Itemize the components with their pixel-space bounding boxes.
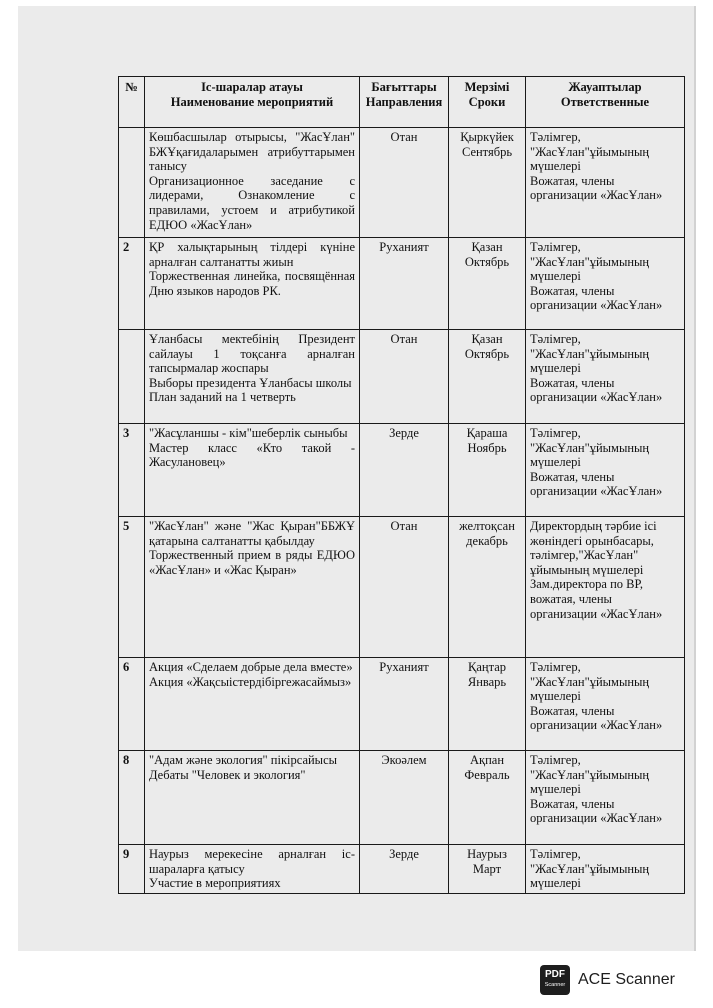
event-name-cell: "ЖасҰлан" және "Жас Қыран"ББЖҰ қатарына салтанатты қабылдау Торжественный прием в ряды ЕДЮО «ЖасҰлан» и «Жас Қыран» xyxy=(145,517,360,658)
responsible-cell: Тәлімгер, "ЖасҰлан"ұйымының мүшелері Вожатая, члены организации «ЖасҰлан» xyxy=(526,238,685,330)
direction-cell: Экоәлем xyxy=(360,751,449,845)
table-row xyxy=(119,424,685,517)
date-cell: Қаңтар Январь xyxy=(449,658,526,751)
events-plan-table xyxy=(118,76,685,894)
date-cell: Қараша Ноябрь xyxy=(449,424,526,517)
direction-cell: Руханият xyxy=(360,238,449,330)
scanner-watermark xyxy=(540,965,710,999)
event-name-cell: Ұланбасы мектебінің Президент сайлауы 1 тоқсанға арналған тапсырмалар жоспары Выборы президента Ұланбасы школы План заданий на 1 четверть xyxy=(145,330,360,424)
row-number xyxy=(119,330,145,424)
row-number: 9 xyxy=(119,845,145,894)
event-name-cell: ҚР халықтарының тілдері күніне арналған салтанатты жиын Торжественная линейка, посвящённая Дню языков народов РК. xyxy=(145,238,360,330)
table-row xyxy=(119,658,685,751)
row-number xyxy=(119,128,145,238)
row-number: 5 xyxy=(119,517,145,658)
row-number: 2 xyxy=(119,238,145,330)
table-row xyxy=(119,238,685,330)
event-name-cell: "Жасұланшы - кім"шеберлік сыныбы Мастер класс «Кто такой - Жасулановец» xyxy=(145,424,360,517)
header-date: Мерзімі Сроки xyxy=(449,77,526,128)
table-header-row xyxy=(119,77,685,128)
direction-cell: Зерде xyxy=(360,424,449,517)
table-row xyxy=(119,330,685,424)
date-cell: Қазан Октябрь xyxy=(449,238,526,330)
responsible-cell: Тәлімгер, "ЖасҰлан"ұйымының мүшелері xyxy=(526,845,685,894)
table-row xyxy=(119,845,685,894)
header-number: № xyxy=(119,77,145,128)
plan-table-container xyxy=(118,76,685,894)
responsible-cell: Директордың тәрбие ісі жөніндегі орынбасары, тәлімгер,"ЖасҰлан" ұйымының мүшелері Зам.директора по ВР, вожатая, члены организации «ЖасҰлан» xyxy=(526,517,685,658)
date-cell: желтоқсан декабрь xyxy=(449,517,526,658)
responsible-cell: Тәлімгер, "ЖасҰлан"ұйымының мүшелері Вожатая, члены организации «ЖасҰлан» xyxy=(526,330,685,424)
row-number: 3 xyxy=(119,424,145,517)
header-direction: Бағыттары Направления xyxy=(360,77,449,128)
event-name-cell: Наурыз мерекесіне арналған іс-шараларға қатысу Участие в мероприятиях xyxy=(145,845,360,894)
responsible-cell: Тәлімгер, "ЖасҰлан"ұйымының мүшелері Вожатая, члены организации «ЖасҰлан» xyxy=(526,658,685,751)
header-responsible: Жауаптылар Ответственные xyxy=(526,77,685,128)
date-cell: Ақпан Февраль xyxy=(449,751,526,845)
direction-cell: Зерде xyxy=(360,845,449,894)
row-number: 6 xyxy=(119,658,145,751)
pdf-scanner-logo-icon: PDF Scanner xyxy=(540,965,570,995)
responsible-cell: Тәлімгер, "ЖасҰлан"ұйымының мүшелері Вожатая, члены организации «ЖасҰлан» xyxy=(526,128,685,238)
event-name-cell: "Адам және экология" пікірсайысы Дебаты "Человек и экология" xyxy=(145,751,360,845)
table-body xyxy=(119,128,685,894)
table-row xyxy=(119,517,685,658)
responsible-cell: Тәлімгер, "ЖасҰлан"ұйымының мүшелері Вожатая, члены организации «ЖасҰлан» xyxy=(526,424,685,517)
direction-cell: Отан xyxy=(360,517,449,658)
scanner-brand-name: ACE Scanner xyxy=(578,971,675,988)
responsible-cell: Тәлімгер, "ЖасҰлан"ұйымының мүшелері Вожатая, члены организации «ЖасҰлан» xyxy=(526,751,685,845)
direction-cell: Руханият xyxy=(360,658,449,751)
date-cell: Қазан Октябрь xyxy=(449,330,526,424)
scanned-page xyxy=(18,6,696,951)
date-cell: Қыркүйек Сентябрь xyxy=(449,128,526,238)
date-cell: Наурыз Март xyxy=(449,845,526,894)
direction-cell: Отан xyxy=(360,330,449,424)
header-event-name: Іс-шаралар атауы Наименование мероприятий xyxy=(145,77,360,128)
event-name-cell: Көшбасшылар отырысы, "ЖасҰлан" БЖҰқағидаларымен атрибуттарымен танысу Организационное заседание с лидерами, Ознакомление с правилами, устоем и атрибутикой ЕДЮО «ЖасҰлан» xyxy=(145,128,360,238)
row-number: 8 xyxy=(119,751,145,845)
direction-cell: Отан xyxy=(360,128,449,238)
table-row xyxy=(119,128,685,238)
table-row xyxy=(119,751,685,845)
event-name-cell: Акция «Сделаем добрые дела вместе» Акция «Жақсыістердібіргежасаймыз» xyxy=(145,658,360,751)
